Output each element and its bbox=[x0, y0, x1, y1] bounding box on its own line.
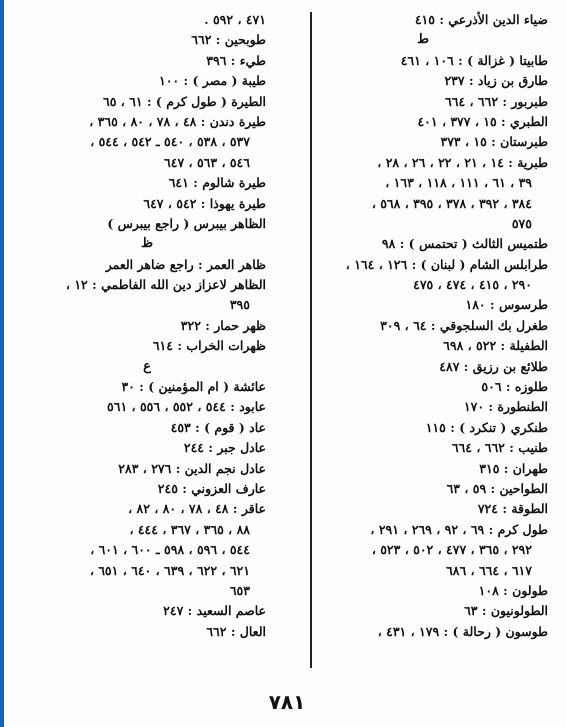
index-entry: الطولونيون : ٦٣ bbox=[464, 603, 548, 619]
index-entry: ٥٧٥ bbox=[511, 215, 532, 231]
index-entry: طهران : ٣١٥ bbox=[479, 460, 548, 476]
column-divider bbox=[310, 12, 312, 668]
index-entry: طوسون ( رحالة ) : ١٧٩ ، ٤٣١ ، bbox=[377, 623, 548, 639]
index-entry: طرسوس : ١٨٠ bbox=[465, 297, 548, 313]
index-entry: الظاهر لاعزاز دين الله الفاطمي : ١٢ ، bbox=[65, 277, 266, 293]
index-entry: ظهر حمار : ٣٢٢ bbox=[180, 317, 266, 333]
index-entry: طنيب : ٦٦٢ ، ٦٦٤ bbox=[451, 440, 548, 456]
index-entry: عادل جبر : ٢٤٤ bbox=[183, 440, 266, 456]
index-entry: ٤٧١ ، ٥٩٢ . bbox=[204, 12, 266, 27]
index-entry: طبرستان : ١٥ ، ٣٧٣ bbox=[440, 134, 548, 150]
index-entry: طيبة ( مصر ) : ١٠٠ bbox=[159, 73, 266, 89]
index-entry: طغرل بك السلجوقي : ٦٤ ، ٣٠٩ bbox=[380, 317, 548, 333]
index-entry: ٣٩ ، ٦١ ، ١١١ ، ١١٨ ، ١٦٣ ، bbox=[385, 175, 532, 191]
index-entry: عاد ( قوم ) : ٤٥٣ bbox=[170, 419, 266, 435]
index-entry: طارق بن زياد : ٢٣٧ bbox=[444, 73, 548, 89]
index-entry: الطيرة ( طول كرم ) : ٦١ ، ٦٥ bbox=[102, 93, 266, 109]
index-entry: طوبحين : ٦٦٢ bbox=[191, 32, 266, 48]
index-entry: ظهرات الخراب : ٦١٤ bbox=[152, 338, 266, 354]
section-letter: ط bbox=[416, 32, 430, 48]
index-entry: طيرة دندن : ٤٨ ، ٧٨ ، ٨٠ ، ٣٦٥ ، bbox=[89, 113, 266, 129]
index-entry: ٥٤٦ ، ٥٦٣ ، ٦٤٧ bbox=[164, 154, 250, 170]
index-entry: طول كرم : ٦٩ ، ٩٢ ، ٢٦٩ ، ٢٩١ ، bbox=[370, 521, 548, 537]
index-entry: طيء : ٣٩٦ bbox=[206, 52, 266, 68]
index-entry: عادل نجم الدين : ٢٧٦ ، ٢٨٣ bbox=[118, 460, 266, 476]
index-entry: طلائع بن رزيق : ٤٨٧ bbox=[439, 358, 548, 374]
index-entry: العال : ٦٦٢ bbox=[206, 623, 266, 639]
index-entry: ظاهر العمر : راجع ضاهر العمر bbox=[105, 256, 266, 272]
index-entry: ٦١٧ ، ٦٦٤ ، ٦٨٦ bbox=[446, 562, 532, 578]
index-entry: الطبري : ١٥ ، ٣٧٧ ، ٤٠١ bbox=[417, 113, 548, 129]
index-entry: عارف العزوني : ٢٤٥ bbox=[157, 480, 266, 496]
index-entry: طولون : ١٠٨ bbox=[478, 582, 548, 598]
index-entry: طبربور : ٦٦٢ ، ٦٦٤ bbox=[445, 93, 548, 109]
index-column-right bbox=[298, 10, 548, 642]
index-entry: ٢٩٠ ، ٤١٥ ، ٤٧٤ ، ٤٧٥ bbox=[413, 277, 532, 293]
page-number: ٧٨١ bbox=[268, 690, 306, 714]
index-entry: عاصم السعيد : ٢٤٧ bbox=[163, 603, 266, 619]
index-entry: طرابلس الشام ( لبنان ) : ١٢٦ ، ١٦٤ ، bbox=[345, 256, 548, 272]
index-entry: عابود : ٥٤٤ ، ٥٥٢ ، ٥٥٦ ، ٥٦١ bbox=[107, 399, 266, 415]
section-letter: ظ bbox=[140, 236, 154, 252]
index-entry: ٨٨ ، ٣٦٥ ، ٣٦٧ ، ٤٤٤ ، bbox=[129, 521, 250, 537]
index-entry: طلوزه : ٥٠٦ bbox=[481, 379, 548, 395]
index-entry: طيرة يهوذا : ٥٤٢ ، ٦٤٧ bbox=[143, 195, 266, 211]
index-entry: ٣٨٤ ، ٣٩٢ ، ٣٧٨ ، ٣٩٥ ، ٥٦٨ ، bbox=[371, 195, 532, 211]
index-entry: الطواحين : ٥٩ ، ٦٣ bbox=[446, 480, 548, 496]
index-entry: عائشة ( ام المؤمنين ) : ٣٠ bbox=[121, 379, 266, 395]
index-entry: الطنطورة : ١٧٠ bbox=[463, 399, 548, 415]
index-entry: الطوقة : ٧٢٤ bbox=[477, 501, 548, 517]
index-entry: الطفيلة : ٥٢٢ ، ٦٩٨ bbox=[443, 338, 548, 354]
index-entry: ٦٢١ ، ٦٢٢ ، ٦٣٩ ، ٦٤٠ ، ٦٥١ ، bbox=[89, 562, 250, 578]
index-entry: عاقر : ٤٨ ، ٧٨ ، ٨٠ ، ٨٢ ، bbox=[128, 501, 266, 517]
index-entry: طنكري ( تنكرد ) : ١١٥ bbox=[425, 419, 548, 435]
index-entry: طابيتا ( غزالة ) : ١٠٦ ، ٤٦١ bbox=[400, 52, 548, 68]
index-entry: ٦٥٣ bbox=[229, 582, 250, 598]
index-entry: طبرية : ١٤ ، ٢١ ، ٢٢ ، ٢٦ ، ٢٨ ، bbox=[377, 154, 548, 170]
index-entry: ضياء الدين الأذرعي : ٤١٥ bbox=[414, 12, 548, 27]
index-entry: ٥٤٤ ، ٥٩٦ ، ٥٩٨ ـ ٦٠٠ ، ٦٠١ ، bbox=[90, 542, 250, 558]
index-entry: ٣٩٥ bbox=[229, 297, 250, 313]
index-entry: الظاهر بيبرس ( راجع بيبرس ) bbox=[107, 215, 266, 231]
section-letter: ع bbox=[143, 358, 151, 374]
index-column-left bbox=[28, 10, 266, 642]
index-entry: ٢٩٢ ، ٣٦٥ ، ٤٧٧ ، ٥٠٢ ، ٥٢٣ ، bbox=[371, 542, 532, 558]
index-entry: طتميس الثالث ( تحتمس ) : ٩٨ bbox=[381, 236, 548, 252]
index-entry: ٥٣٧ ، ٥٣٨ ، ٥٤٠ ـ ٥٤٢ ، ٥٤٤ ، bbox=[90, 134, 250, 150]
index-entry: طيرة شالوم : ٦٤١ bbox=[168, 175, 266, 191]
